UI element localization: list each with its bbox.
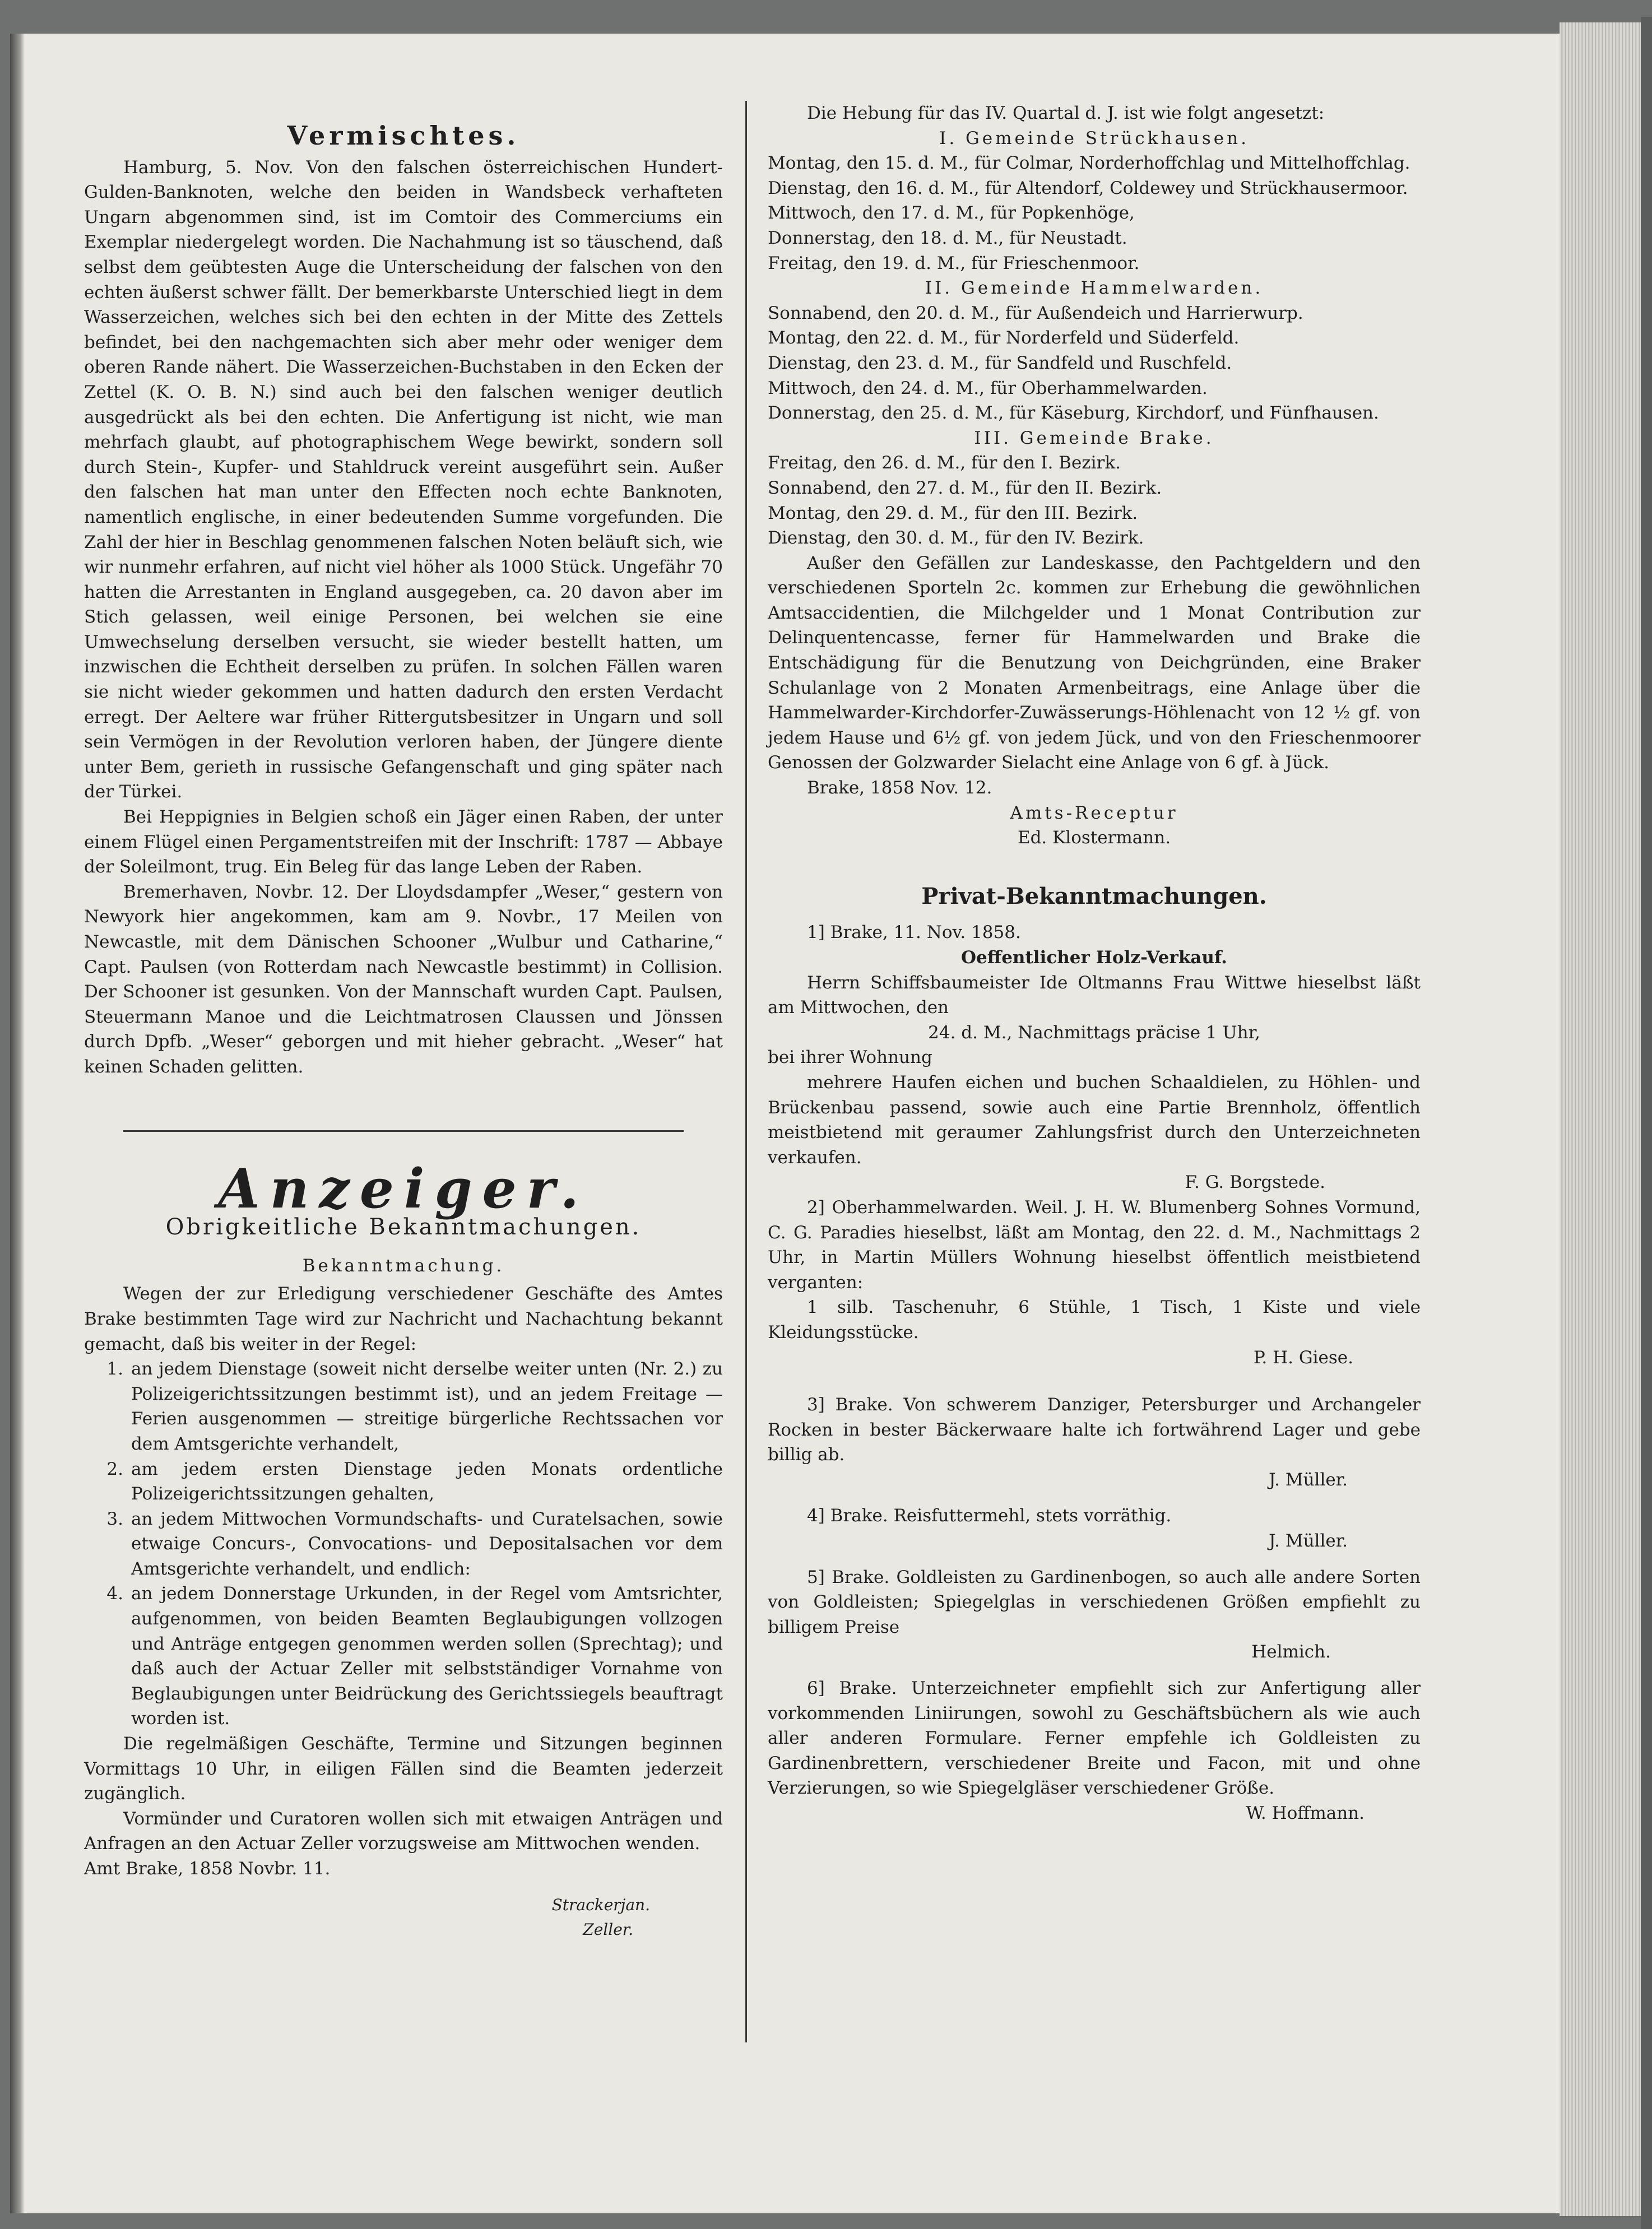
ad1-location: bei ihrer Wohnung xyxy=(768,1047,932,1068)
receptur-signature: Ed. Klostermann. xyxy=(1017,828,1171,848)
list-number: 4. xyxy=(106,1583,123,1604)
schedule-line: Sonnabend, den 27. d. M., für den II. Bezirk. xyxy=(768,477,1162,498)
list-item xyxy=(84,1357,723,1456)
page-stack-edge xyxy=(1560,22,1641,2216)
schedule-line: Donnerstag, den 25. d. M., für Käseburg, Kirchdorf, und Fünfhausen. xyxy=(768,403,1379,424)
list-item xyxy=(84,1457,723,1507)
schedule-line: Sonnabend, den 20. d. M., für Außendeich und Harrierwurp. xyxy=(768,303,1303,323)
bekanntmachung-title: Bekanntmachung. xyxy=(302,1255,505,1276)
hebung-date: Brake, 1858 Nov. 12. xyxy=(807,778,992,798)
article-hamburg: Hamburg, 5. Nov. Von den falschen österreichischen Hundert-Gulden-Banknoten, welche den beiden in Wandsbeck verhafteten Ungarn abgenommen sind, ist im Comtoir des Commerciums ein Exemplar niedergelegt worden. Die Nachahmung ist so täuschend, daß selbst dem geübtesten Auge die Unterscheidung der falschen von den echten äußerst schwer fällt. Der bemerkbarste Unterschied liegt in dem Wasserzeichen, welches sich bei den echten in der Mitte des Zettels befindet, bei den nachgemachten sich aber mehr oder weniger dem oberen Rande nähert. Die Wasserzeichen-Buchstaben in den Ecken der Zettel (K. O. B. N.) sind auch bei den falschen weniger deutlich ausgedrückt als bei den echten. Die Anfertigung ist nicht, wie man mehrfach glaubt, auf photographischem Wege bewirkt, sondern soll durch Stein-, Kupfer- und Stahldruck vereint ausgeführt sein. Außer den falschen hat man unter den Effecten noch echte Banknoten, namentlich englische, in einer bedeutenden Summe vorgefunden. Die Zahl der hier in Beschlag genommenen falschen Noten beläuft sich, wie wir nunmehr erfahren, auf nicht viel höher als 1000 Stück. Ungefähr 70 hatten die Arrestanten in England ausgegeben, ca. 20 davon aber im Stich gelassen, weil einige Personen, bei welchen sie eine Umwechselung derselben versucht, sie wieder bestellt hatten, um inzwischen die Echtheit derselben zu prüfen. In solchen Fällen waren sie nicht wieder gekommen und hatten dadurch den ersten Verdacht erregt. Der Aeltere war früher Rittergutsbesitzer in Ungarn und soll sein Vermögen in der Revolution verloren haben, der Jüngere diente unter Bem, gerieth in russische Gefangenschaft und ging später nach der Türkei. xyxy=(84,157,723,802)
signature-strackerjan: Strackerjan. xyxy=(551,1895,650,1914)
ad2-signature: P. H. Giese. xyxy=(1253,1347,1353,1368)
schedule-line: Dienstag, den 23. d. M., für Sandfeld und Ruschfeld. xyxy=(768,352,1232,373)
right-column xyxy=(768,101,1421,1826)
ad1-title: Oeffentlicher Holz-Verkauf. xyxy=(961,948,1227,968)
ad4-text: 4] Brake. Reisfuttermehl, stets vorräthig. xyxy=(807,1506,1172,1526)
ad2-items: 1 silb. Taschenuhr, 6 Stühle, 1 Tisch, 1 Kiste und viele Kleidungsstücke. xyxy=(768,1297,1421,1343)
list-number: 1. xyxy=(106,1359,123,1380)
list-number: 3. xyxy=(106,1508,123,1529)
schedule-line: Montag, den 22. d. M., für Norderfeld und Süderfeld. xyxy=(768,328,1240,349)
ad2-text: 2] Oberhammelwarden. Weil. J. H. W. Blumenberg Sohnes Vormund, C. G. Paradies hieselbst, läßt am Montag, den 22. d. M., Nachmittags 2 Uhr, in Martin Müllers Wohnung hieselbst öffentlich meistbietend verganten: xyxy=(768,1197,1421,1293)
receptur-label: Amts-Receptur xyxy=(1010,802,1178,823)
ad1-goods: mehrere Haufen eichen und buchen Schaaldielen, zu Höhlen- und Brückenbau passend, sowie auch eine Partie Brennholz, öffentlich meistbietend mit geraumer Zahlungsfrist durch den Unterzeichneten verkaufen. xyxy=(768,1072,1421,1168)
column-divider xyxy=(745,101,747,2042)
schedule-line: Mittwoch, den 24. d. M., für Oberhammelwarden. xyxy=(768,378,1208,398)
article-heppignies: Bei Heppignies in Belgien schoß ein Jäger einen Raben, der unter einem Flügel einen Pergamentstreifen mit der Inschrift: 1787 — Abbaye der Soleilmont, trug. Ein Beleg für das lange Leben der Raben. xyxy=(84,807,723,877)
ad6-signature: W. Hoffmann. xyxy=(1246,1803,1365,1823)
gemeinde-title-hammelwarden: II. Gemeinde Hammelwarden. xyxy=(925,278,1264,299)
bekanntmachung-intro: Wegen der zur Erledigung verschiedener Geschäfte des Amtes Brake bestimmten Tage wird zur Nachricht und Nachachtung bekannt gemacht, daß bis weiter in der Regel: xyxy=(84,1284,723,1354)
bekanntmachung-date: Amt Brake, 1858 Novbr. 11. xyxy=(84,1859,331,1879)
list-item xyxy=(84,1507,723,1582)
ad3-signature: J. Müller. xyxy=(1269,1469,1348,1490)
obrigkeitliche-title: Obrigkeitliche Bekanntmachungen. xyxy=(165,1214,642,1241)
ad1-date: 24. d. M., Nachmittags präcise 1 Uhr, xyxy=(928,1022,1260,1043)
schedule-line: Montag, den 29. d. M., für den III. Bezirk. xyxy=(768,503,1138,523)
ad5-text: 5] Brake. Goldleisten zu Gardinenbogen, so auch alle andere Sorten von Goldleisten; Spiegelglas in verschiedenen Größen empfiehlt zu billigem Preise xyxy=(768,1567,1421,1637)
page-gutter xyxy=(10,34,25,2213)
signature-zeller: Zeller. xyxy=(583,1920,633,1939)
ad1-signature: F. G. Borgstede. xyxy=(1185,1172,1325,1193)
schedule-line: Freitag, den 19. d. M., für Frieschenmoor. xyxy=(768,253,1140,273)
schedule-line: Dienstag, den 30. d. M., für den IV. Bezirk. xyxy=(768,528,1144,549)
list-number: 2. xyxy=(106,1459,123,1479)
list-text: am jedem ersten Dienstage jeden Monats ordentliche Polizeigerichtssitzungen gehalten, xyxy=(131,1459,723,1504)
schedule-line: Mittwoch, den 17. d. M., für Popkenhöge, xyxy=(768,203,1135,224)
anzeiger-title: Anzeiger. xyxy=(218,1157,589,1220)
gemeinde-title-brake: III. Gemeinde Brake. xyxy=(974,428,1214,448)
bekanntmachung-hours: Die regelmäßigen Geschäfte, Termine und Sitzungen beginnen Vormittags 10 Uhr, in eiligen Fällen sind die Beamten jederzeit zugänglich. xyxy=(84,1734,723,1804)
left-column xyxy=(84,101,723,1943)
page-shadow xyxy=(1641,17,1652,2229)
hebung-details: Außer den Gefällen zur Landeskasse, den Pachtgeldern und den verschiedenen Sporteln 2c. kommen zur Erhebung die gewöhnlichen Amtsaccidentien, die Milchgelder und 1 Monat Contribution zur Delinquentencasse, ferner für Hammelwarden und Brake die Entschädigung für die Benutzung von Deichgründen, eine Braker Schulanlage von 2 Monaten Armenbeitrags, eine Anlage über die Hammelwarder-Kirchdorfer-Zuwässerungs-Höhlenacht von 12 ½ gf. von jedem Hause und 6½ gf. von jedem Jück, und von den Frieschenmoorer Genossen der Golzwarder Sielacht eine Anlage von 6 gf. à Jück. xyxy=(768,552,1421,773)
schedule-line: Donnerstag, den 18. d. M., für Neustadt. xyxy=(768,227,1127,248)
privat-title: Privat-Bekanntmachungen. xyxy=(921,883,1267,909)
ad4-signature: J. Müller. xyxy=(1269,1531,1348,1552)
gemeinde-title-strueckhausen: I. Gemeinde Strückhausen. xyxy=(939,128,1249,148)
hebung-intro: Die Hebung für das IV. Quartal d. J. ist wie folgt angesetzt: xyxy=(807,103,1325,123)
schedule-line: Freitag, den 26. d. M., für den I. Bezirk. xyxy=(768,453,1121,473)
bekanntmachung-guardians: Vormünder und Curatoren wollen sich mit etwaigen Anträgen und Anfragen an den Actuar Zeller vorzugsweise am Mittwochen wenden. xyxy=(84,1808,723,1854)
list-text: an jedem Dienstage (soweit nicht derselbe weiter unten (Nr. 2.) zu Polizeigerichtssitzungen bestimmt ist), und an jedem Freitage — Ferien ausgenommen — streitige bürgerliche Rechtssachen vor dem Amtsgerichte verhandelt, xyxy=(131,1359,723,1454)
ad5-signature: Helmich. xyxy=(1251,1642,1331,1663)
ad6-text: 6] Brake. Unterzeichneter empfiehlt sich zur Anfertigung aller vorkommenden Liniirungen, sowohl zu Geschäftsbüchern als wie auch aller anderen Formulare. Ferner empfehle ich Goldleisten zu Gardinenbrettern, verschiedener Breite und Facon, mit und ohne Verzierungen, so wie Spiegelgläser verschiedener Größe. xyxy=(768,1678,1421,1799)
ad1-text: Herrn Schiffsbaumeister Ide Oltmanns Frau Wittwe hieselbst läßt am Mittwochen, den xyxy=(768,972,1421,1018)
ad1-header: 1] Brake, 11. Nov. 1858. xyxy=(807,922,1021,943)
schedule-line: Montag, den 15. d. M., für Colmar, Norderhoffchlag und Mittelhoffchlag. xyxy=(768,153,1410,174)
article-bremerhaven: Bremerhaven, Novbr. 12. Der Lloydsdampfer „Weser,“ gestern von Newyork hier angekommen, kam am 9. Novbr., 17 Meilen von Newcastle, mit dem Dänischen Schooner „Wulbur und Catharine,“ Capt. Paulsen (von Rotterdam nach Newcastle bestimmt) in Collision. Der Schooner ist gesunken. Von der Mannschaft wurden Capt. Paulsen, Steuermann Manoe und die Leichtmatrosen Claussen und Jönssen durch Dpfb. „Weser“ geborgen und mit hieher gebracht. „Weser“ hat keinen Schaden gelitten. xyxy=(84,881,723,1077)
ad3-text: 3] Brake. Von schwerem Danziger, Petersburger und Archangeler Rocken in bester Bäckerwaare halte ich fortwährend Lager und gebe billig ab. xyxy=(768,1395,1421,1465)
list-item xyxy=(84,1581,723,1731)
schedule-line: Dienstag, den 16. d. M., für Altendorf, Coldewey und Strückhausermoor. xyxy=(768,178,1408,198)
section-divider xyxy=(123,1130,684,1132)
list-text: an jedem Mittwochen Vormundschafts- und Curatelsachen, sowie etwaige Concurs-, Convocations- und Depositalsachen vor dem Amtsgerichte verhandelt, und endlich: xyxy=(131,1508,723,1579)
list-text: an jedem Donnerstage Urkunden, in der Regel vom Amtsrichter, aufgenommen, von beiden Beamten Beglaubigungen vollzogen und Anträge entgegen genommen werden sollen (Sprechtag); und daß auch der Actuar Zeller mit selbstständiger Vornahme von Beglaubigungen unter Beidrückung des Gerichtssiegels beauftragt worden ist. xyxy=(131,1583,723,1729)
section-title-vermischtes: Vermischtes. xyxy=(287,120,520,151)
